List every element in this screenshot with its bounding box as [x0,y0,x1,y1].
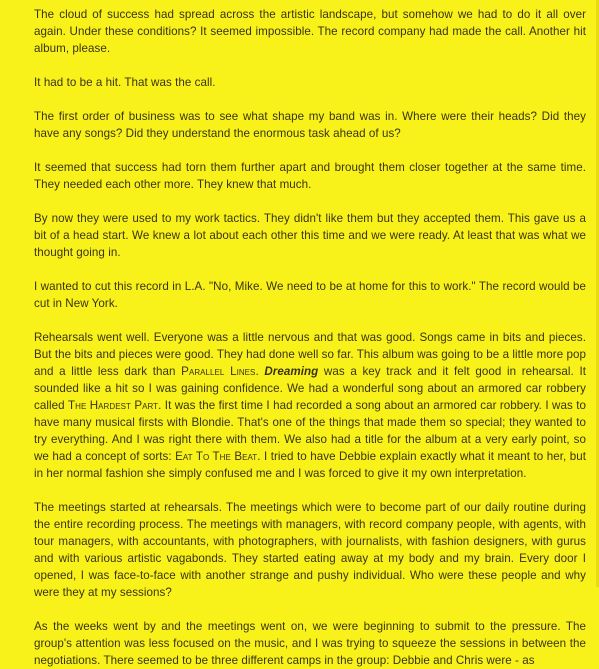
album-title-parallel-lines: Parallel Lines [181,365,256,378]
paragraph-3: The first order of business was to see what shape my band was in. Where were their heads? Did they have any songs? Did they understand the enormous task ahead of us? [34,110,586,140]
paragraph-7 [34,329,586,482]
paragraph-7-segment: . [255,365,265,378]
paragraph-6: I wanted to cut this record in L.A. "No, Mike. We need to be at home for this to work." The record would be cut in New York. [34,280,586,310]
paragraph-1: The cloud of success had spread across the artistic landscape, but somehow we had to do it all over again. Under these conditions? It seemed impossible. The record company had made the call. Another hit album, please. [34,8,586,55]
paragraph-7-segment: . It was the first time I had recorded a song about an armored car robbery. I was to have many musical firsts with Blondie. That's one of the things that made them so special; they wanted to try everything. And I was right there with them. We also had a title for the album at a very early point, so we had a concept of sorts: [34,399,586,463]
paragraph-5: By now they were used to my work tactics. They didn't like them but they accepted them. This gave us a bit of a head start. We knew a lot about each other this time and we were ready. At least that was what we thought going in. [34,212,586,259]
song-title-dreaming: Dreaming [264,365,319,378]
paragraph-7-segment: was a key track and it felt good in rehearsal. It sounded like a hit so I was gaining confidence. We had a wonderful song about an armored car robbery called [34,365,586,412]
paragraph-4: It seemed that success had torn them further apart and brought them closer together at the same time. They needed each other more. They knew that much. [34,161,586,191]
paragraph-9: As the weeks went by and the meetings went on, we were beginning to submit to the pressure. The group's attention was less focused on the music, and I was trying to squeeze the sessions in between the negotiations. There seemed to be three different camps in the group: Debbie and Chris were - as [34,620,586,667]
paragraph-7-segment: Rehearsals went well. Everyone was a little nervous and that was good. Songs came in bits and pieces. But the bits and pieces were good. They had done well so far. This album was going to be a little more pop and a little less dark than [34,331,586,378]
paragraph-8: The meetings started at rehearsals. The meetings which were to become part of our daily routine during the entire recording process. The meetings with managers, with record company people, with agents, with tour managers, with accountants, with photographers, with journalists, with fashion designers, with gurus and with various artistic vagabonds. They started eating away at my body and my brain. Every door I opened, I was face-to-face with another strange and pushy individual. Who were these people and why were they at my sessions? [34,501,586,599]
song-title-the-hardest-part: The Hardest Part [68,399,159,412]
paragraph-2: It had to be a hit. That was the call. [34,76,216,89]
album-title-eat-to-the-beat: Eat To The Beat [175,450,258,463]
paragraph-7-segment: . I tried to have Debbie explain exactly what it meant to her, but in her normal fashion she simply confused me and I was forced to give it my own interpretation. [34,450,586,480]
